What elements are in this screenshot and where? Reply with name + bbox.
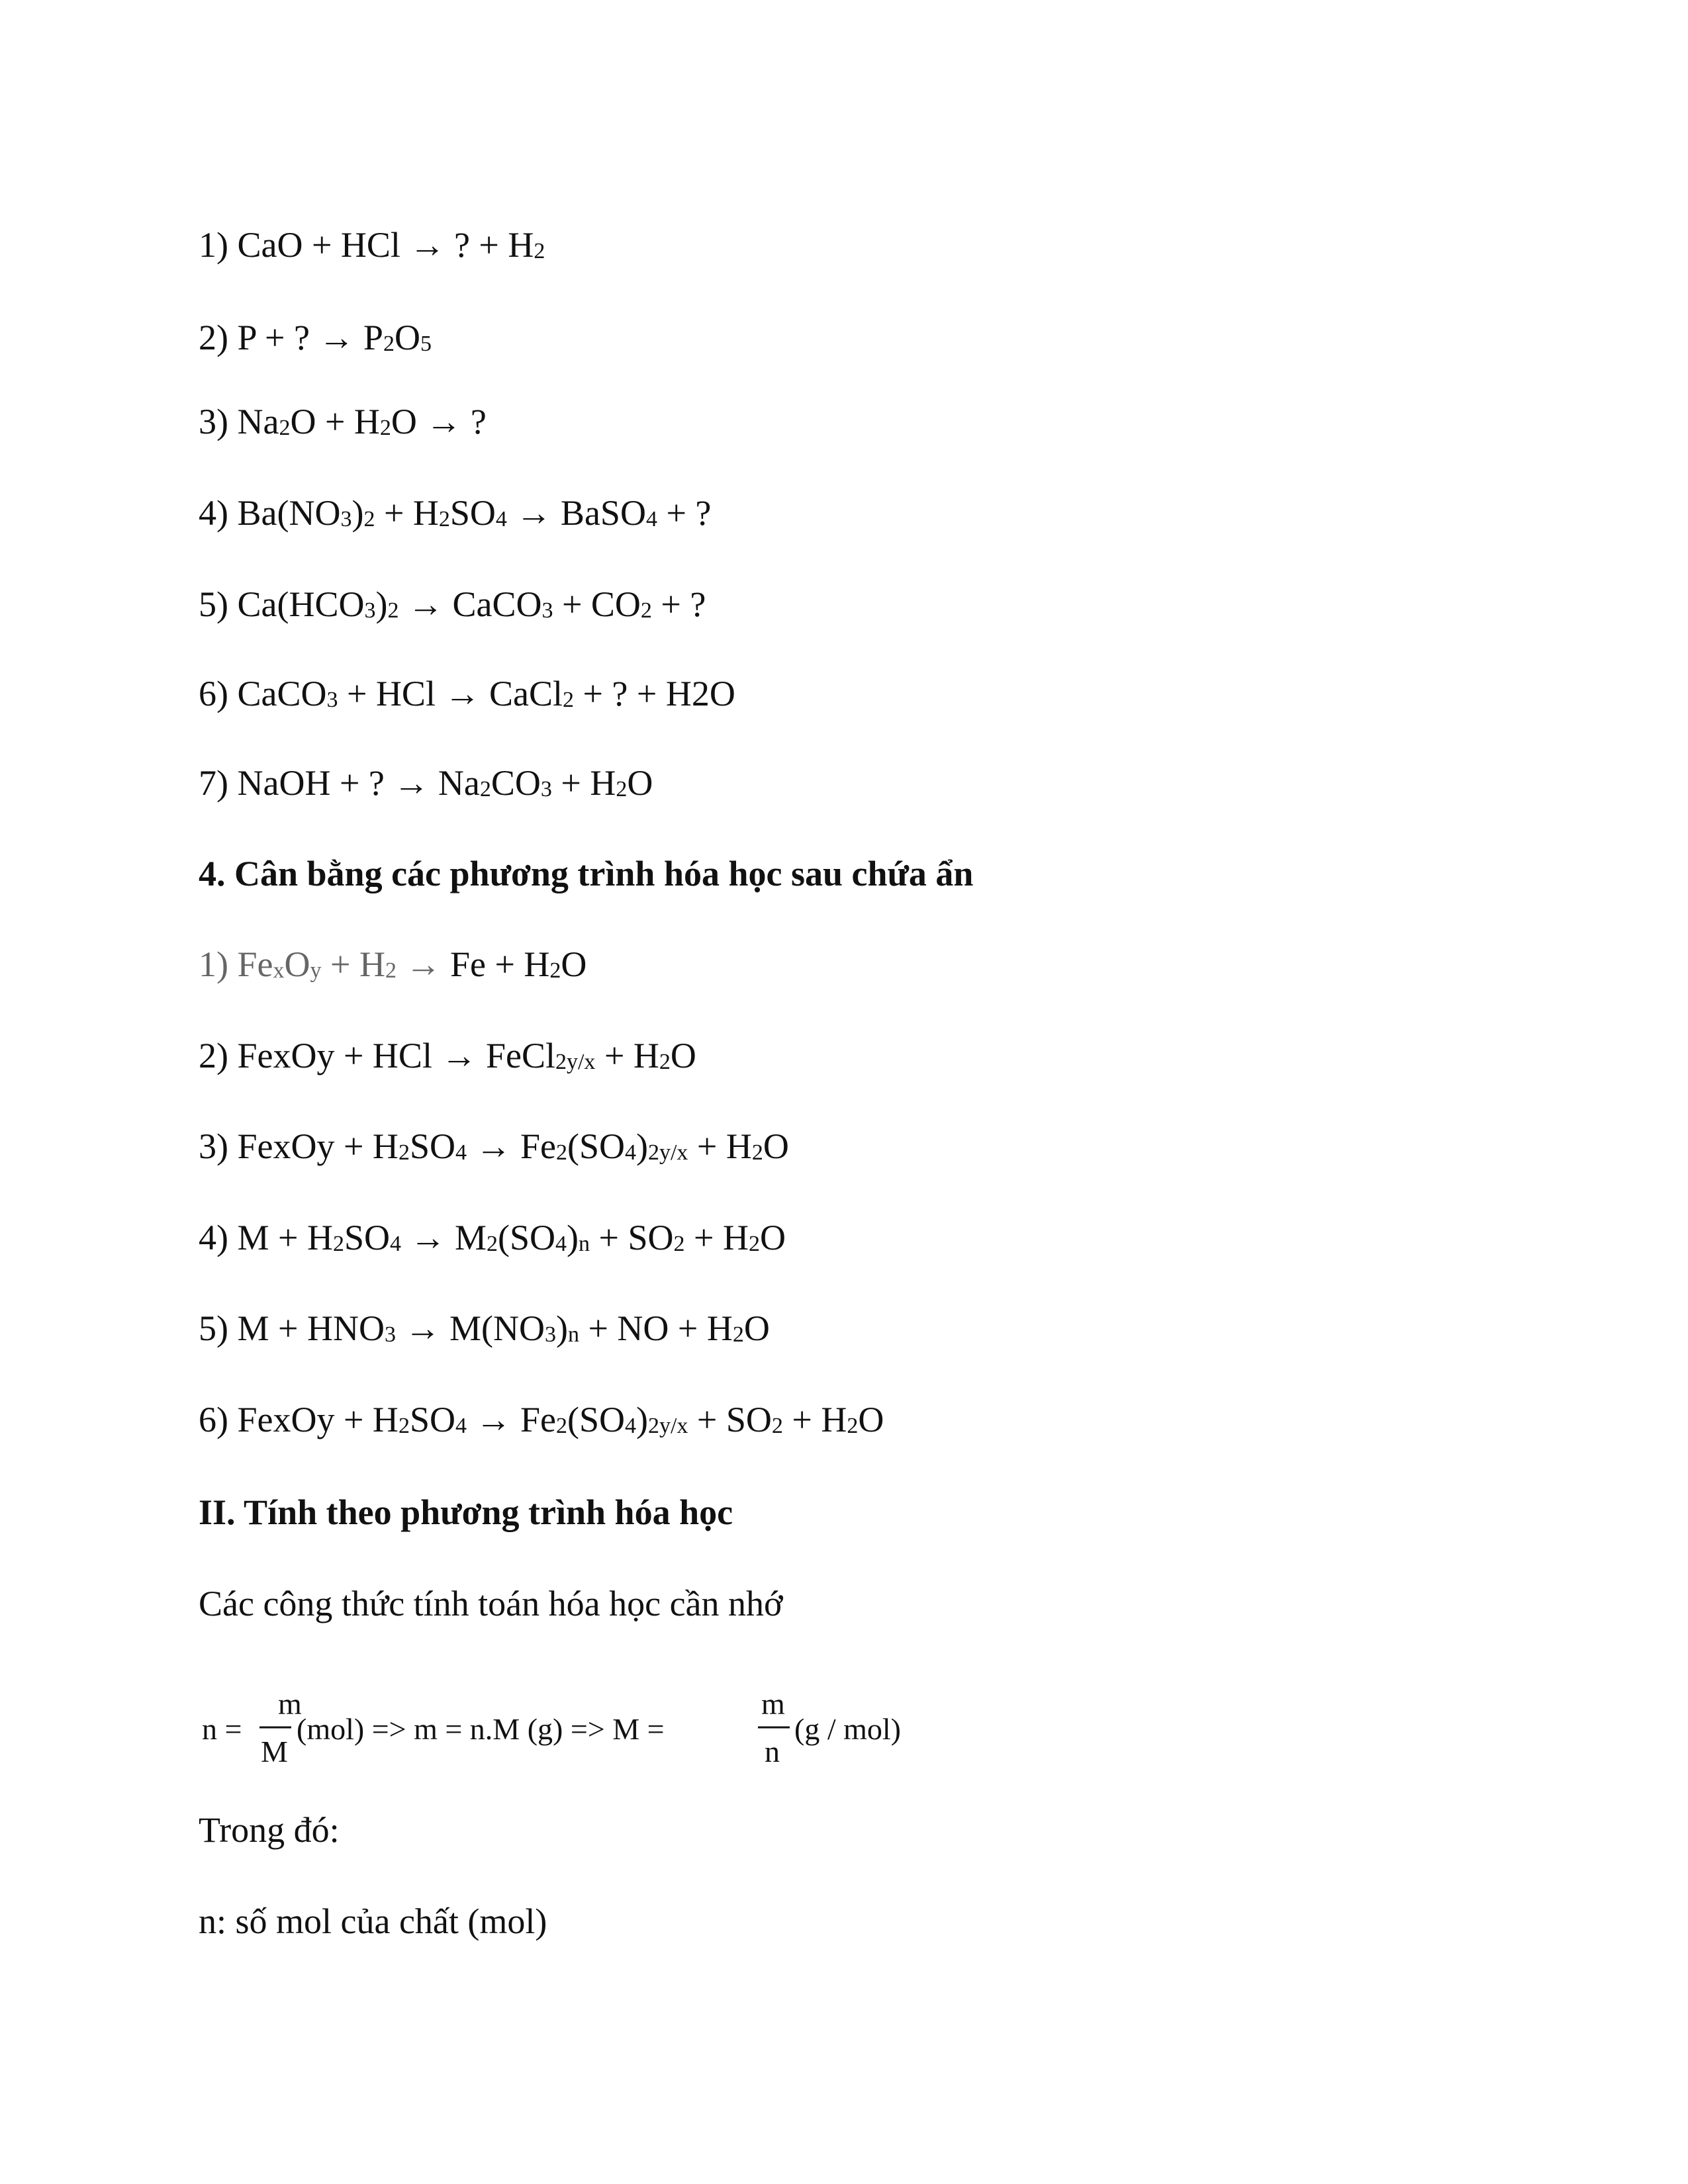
equation-text: CO xyxy=(491,763,541,803)
equation-subscript: 3 xyxy=(544,1322,556,1347)
equation-text: Fe xyxy=(237,944,273,984)
equation-subscript: 4 xyxy=(645,507,657,531)
equation-text: (SO xyxy=(567,1126,625,1166)
equation-subscript: 2 xyxy=(549,958,561,983)
where-label: Trong đó: xyxy=(199,1810,340,1850)
equation-subscript: 2 xyxy=(332,1232,344,1256)
equation-line xyxy=(199,670,735,717)
equation-text: + H xyxy=(321,944,385,984)
equation-text: FexOy + H xyxy=(237,1126,399,1166)
equation-subscript: 2 xyxy=(534,239,545,263)
equation-text: Ba(NO xyxy=(237,493,341,533)
equation-text: O xyxy=(759,1218,786,1257)
equation-subscript: 2 xyxy=(487,1232,498,1256)
equation-text: → Fe xyxy=(466,1400,556,1439)
equation-subscript: 4 xyxy=(624,1140,636,1165)
equation-text: SO xyxy=(409,1400,455,1439)
equation-text: ) xyxy=(555,1308,568,1348)
equation-text: + HCl → CaCl xyxy=(338,674,563,713)
equation-number: 2) xyxy=(199,318,238,357)
equation-subscript: 2 xyxy=(751,1140,763,1165)
equation-number: 3) xyxy=(199,402,238,441)
equation-subscript: 2 xyxy=(279,416,291,440)
equation-subscript: 2y/x xyxy=(647,1140,688,1165)
equation-text: + ? xyxy=(657,493,712,533)
equation-text: + H xyxy=(684,1218,749,1257)
equation-text: ) xyxy=(352,493,364,533)
equation-line xyxy=(199,1305,770,1351)
equation-subscript: 5 xyxy=(420,332,432,356)
equation-text: O xyxy=(670,1036,696,1075)
equation-subscript: 2 xyxy=(385,958,397,983)
equation-subscript: 3 xyxy=(364,598,376,623)
equation-text: ) xyxy=(635,1126,648,1166)
equation-text: O + H xyxy=(290,402,380,441)
equation-subscript: 4 xyxy=(555,1232,567,1256)
equation-subscript: 4 xyxy=(455,1140,467,1165)
equation-text: + NO + H xyxy=(579,1308,733,1348)
equation-subscript: 2 xyxy=(732,1322,744,1347)
equation-text: O xyxy=(763,1126,789,1166)
equation-line xyxy=(199,222,545,268)
equation-text: (SO xyxy=(567,1400,625,1439)
equation-text: CaO + HCl → ? + H xyxy=(237,225,534,265)
equation-subscript: 2 xyxy=(379,416,391,440)
equation-subscript: 2 xyxy=(616,777,628,801)
intro-text: Các công thức tính toán hóa học cần nhớ xyxy=(199,1584,783,1623)
equation-text: → BaSO xyxy=(506,493,646,533)
formula-frac1-num: m xyxy=(278,1687,302,1721)
formula-frac2-num: m xyxy=(761,1687,785,1721)
formula-frac2-den: n xyxy=(765,1735,780,1768)
equation-number: 3) xyxy=(199,1126,238,1166)
equation-subscript: 2 xyxy=(398,1414,410,1438)
equation-line xyxy=(199,581,706,627)
equation-subscript: n xyxy=(579,1232,590,1256)
heading-balance-equations: 4. Cân bằng các phương trình hóa học sau chứa ẩn xyxy=(199,854,974,893)
equation-subscript: 3 xyxy=(540,777,552,801)
equation-subscript: 3 xyxy=(326,688,338,712)
equation-text: CaCO xyxy=(237,674,327,713)
equation-subscript: 2 xyxy=(387,598,399,623)
equation-text: O xyxy=(394,318,420,357)
equation-subscript: 2 xyxy=(562,688,574,712)
equation-subscript: 2y/x xyxy=(555,1050,596,1074)
equation-number: 4) xyxy=(199,1218,238,1257)
n-definition: n: số mol của chất (mol) xyxy=(199,1901,547,1941)
equation-text: Na xyxy=(237,402,279,441)
equation-text: + ? xyxy=(651,584,706,624)
formula-n-eq: n = xyxy=(202,1712,242,1746)
equation-line xyxy=(199,941,586,987)
equation-line xyxy=(199,1214,786,1261)
equation-line xyxy=(199,760,653,806)
equation-line xyxy=(199,1032,696,1079)
equation-line xyxy=(199,490,711,536)
equation-text: Ca(HCO xyxy=(237,584,365,624)
equation-text: + SO xyxy=(688,1400,772,1439)
equation-subscript: 2 xyxy=(555,1414,567,1438)
equation-text: O xyxy=(627,763,653,803)
equation-text: SO xyxy=(449,493,496,533)
equation-text: M + HNO xyxy=(237,1308,385,1348)
equation-subscript: 2 xyxy=(438,507,450,531)
formula-frac1-den: M xyxy=(261,1735,288,1768)
equation-number: 5) xyxy=(199,584,238,624)
heading-calc-by-equation: II. Tính theo phương trình hóa học xyxy=(199,1492,733,1532)
equation-text: O xyxy=(284,944,310,984)
equation-text: SO xyxy=(344,1218,390,1257)
equation-subscript: 2 xyxy=(363,507,375,531)
equation-line xyxy=(199,1123,789,1169)
equation-text: + H xyxy=(688,1126,752,1166)
equation-text: P + ? → P xyxy=(237,318,383,357)
equation-text: (SO xyxy=(498,1218,556,1257)
equation-text: → M xyxy=(400,1218,487,1257)
equation-text: O xyxy=(743,1308,770,1348)
equation-text: ) xyxy=(635,1400,648,1439)
equation-subscript: x xyxy=(273,958,285,983)
equation-text: + ? + H2O xyxy=(573,674,735,713)
equation-number: 1) xyxy=(199,944,238,984)
mole-formula xyxy=(199,1674,960,1780)
equation-number: 6) xyxy=(199,674,238,713)
equation-number: 4) xyxy=(199,493,238,533)
equation-number: 7) xyxy=(199,763,238,803)
equation-subscript: 2 xyxy=(398,1140,410,1165)
equation-text: O → ? xyxy=(391,402,487,441)
equation-text: → M(NO xyxy=(395,1308,545,1348)
equation-subscript: 2 xyxy=(659,1050,671,1074)
equation-text: + CO xyxy=(553,584,641,624)
equation-subscript: 2y/x xyxy=(647,1414,688,1438)
equation-subscript: 2 xyxy=(673,1232,685,1256)
equation-text: O xyxy=(561,944,587,984)
equation-text: + H xyxy=(782,1400,847,1439)
equation-subscript: 2 xyxy=(847,1414,859,1438)
equation-subscript: 4 xyxy=(495,507,507,531)
equation-subscript: 2 xyxy=(555,1140,567,1165)
equation-text: + H xyxy=(375,493,439,533)
equation-text: + SO xyxy=(590,1218,674,1257)
equation-subscript: 3 xyxy=(340,507,352,531)
equation-text: → CaCO xyxy=(399,584,542,624)
equation-subscript: 2 xyxy=(640,598,652,623)
equation-text: ) xyxy=(375,584,388,624)
equation-number: 1) xyxy=(199,225,238,265)
equation-number: 5) xyxy=(199,1308,238,1348)
formula-tail: (g / mol) xyxy=(794,1712,901,1746)
equation-text: Fe + H xyxy=(449,944,550,984)
equation-subscript: 3 xyxy=(384,1322,396,1347)
equation-text: + H xyxy=(595,1036,659,1075)
equation-subscript: 3 xyxy=(541,598,553,623)
equation-text: → Fe xyxy=(466,1126,556,1166)
equation-text: → xyxy=(396,944,450,984)
equation-subscript: 4 xyxy=(624,1414,636,1438)
formula-middle: (mol) => m = n.M (g) => M = xyxy=(297,1712,665,1746)
equation-number: 2) xyxy=(199,1036,238,1075)
equation-text: ) xyxy=(567,1218,579,1257)
equation-line xyxy=(199,1396,884,1443)
equation-line xyxy=(199,398,487,445)
equation-line xyxy=(199,314,432,361)
equation-text: FexOy + H xyxy=(237,1400,399,1439)
equation-subscript: n xyxy=(567,1322,579,1347)
equation-subscript: 4 xyxy=(389,1232,401,1256)
equation-subscript: 2 xyxy=(748,1232,760,1256)
equation-subscript: 2 xyxy=(383,332,395,356)
equation-number: 6) xyxy=(199,1400,238,1439)
equation-text: M + H xyxy=(237,1218,333,1257)
equation-text: FexOy + HCl → FeCl xyxy=(237,1036,555,1075)
equation-subscript: 2 xyxy=(771,1414,783,1438)
equation-text: + H xyxy=(551,763,616,803)
equation-text: O xyxy=(858,1400,884,1439)
equation-subscript: 4 xyxy=(455,1414,467,1438)
equation-text: NaOH + ? → Na xyxy=(237,763,480,803)
equation-subscript: y xyxy=(310,958,322,983)
equation-subscript: 2 xyxy=(479,777,491,801)
equation-text: SO xyxy=(409,1126,455,1166)
